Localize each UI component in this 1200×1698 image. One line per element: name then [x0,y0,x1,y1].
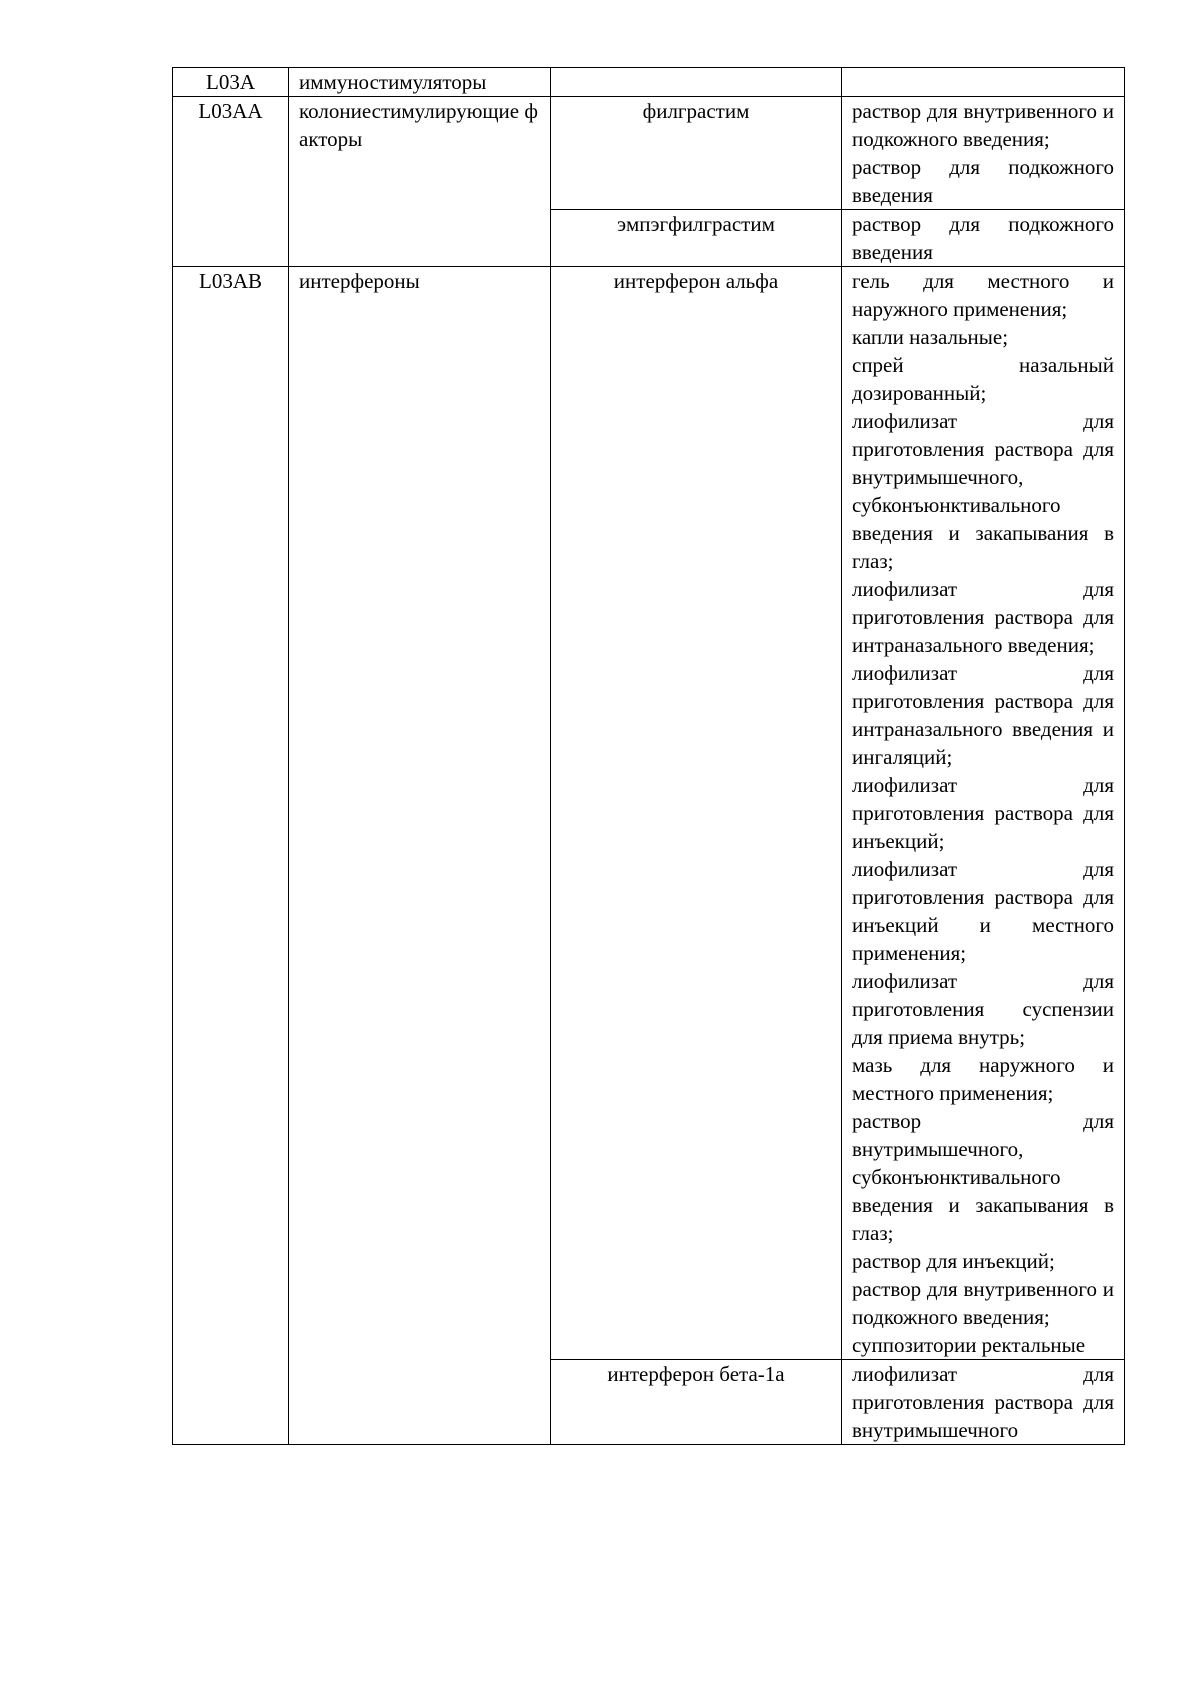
dosage-form: спрей назальный дозированный; [852,353,1114,405]
dosage-form: лиофилизат для приготовления раствора для внутримышечного [852,1362,1114,1442]
forms-cell [842,267,1125,1360]
drug-name: филграстим [642,99,750,123]
forms-cell [842,97,1125,210]
group-cell [289,267,551,1445]
atc-code-cell [173,267,289,1445]
group-name: колониестимулирующие факторы [299,99,538,151]
drug-cell [551,97,842,210]
forms-cell [842,1360,1125,1445]
drug-cell [551,1360,842,1445]
atc-code: L03A [206,70,255,94]
dosage-form: раствор для внутривенного и подкожного введения; [852,1277,1114,1329]
dosage-form: суппозитории ректальные [852,1333,1086,1357]
group-name: интерфероны [299,269,420,293]
dosage-form: лиофилизат для приготовления раствора для интраназального введения и ингаляций; [852,661,1114,769]
table-row [173,68,1125,97]
dosage-form: капли назальные; [852,325,1009,349]
table-row [173,267,1125,1360]
dosage-form: мазь для наружного и местного применения; [852,1053,1114,1105]
dosage-form: лиофилизат для приготовления суспензии для приема внутрь; [852,969,1114,1049]
drug-cell [551,68,842,97]
dosage-form: лиофилизат для приготовления раствора для интраназального введения; [852,577,1114,657]
group-name: иммуностимуляторы [299,70,487,94]
dosage-form: раствор для подкожного введения [852,212,1114,264]
atc-code: L03AB [199,269,262,293]
dosage-form: раствор для внутривенного и подкожного введения; [852,99,1114,151]
forms-cell [842,68,1125,97]
dosage-form: лиофилизат для приготовления раствора для внутримышечного, субконъюнктивального введения и закапывания в глаз; [852,409,1114,573]
drug-name: эмпэгфилграстим [617,212,775,236]
dosage-form: раствор для подкожного введения [852,155,1114,207]
drug-name: интерферон альфа [613,269,779,293]
drug-cell [551,267,842,1360]
dosage-form: лиофилизат для приготовления раствора для инъекций; [852,773,1114,853]
group-cell [289,68,551,97]
atc-code: L03AA [198,99,263,123]
atc-code-cell [173,68,289,97]
drug-name: интерферон бета-1a [607,1362,785,1386]
group-cell [289,97,551,267]
dosage-form: лиофилизат для приготовления раствора для инъекций и местного применения; [852,857,1114,965]
drug-cell [551,210,842,267]
dosage-form: раствор для внутримышечного, субконъюнктивального введения и закапывания в глаз; [852,1109,1114,1245]
atc-code-cell [173,97,289,267]
forms-cell [842,210,1125,267]
dosage-form: раствор для инъекций; [852,1249,1055,1273]
table-row [173,97,1125,210]
dosage-form: гель для местного и наружного применения; [852,269,1114,321]
drug-table [172,67,1125,1445]
